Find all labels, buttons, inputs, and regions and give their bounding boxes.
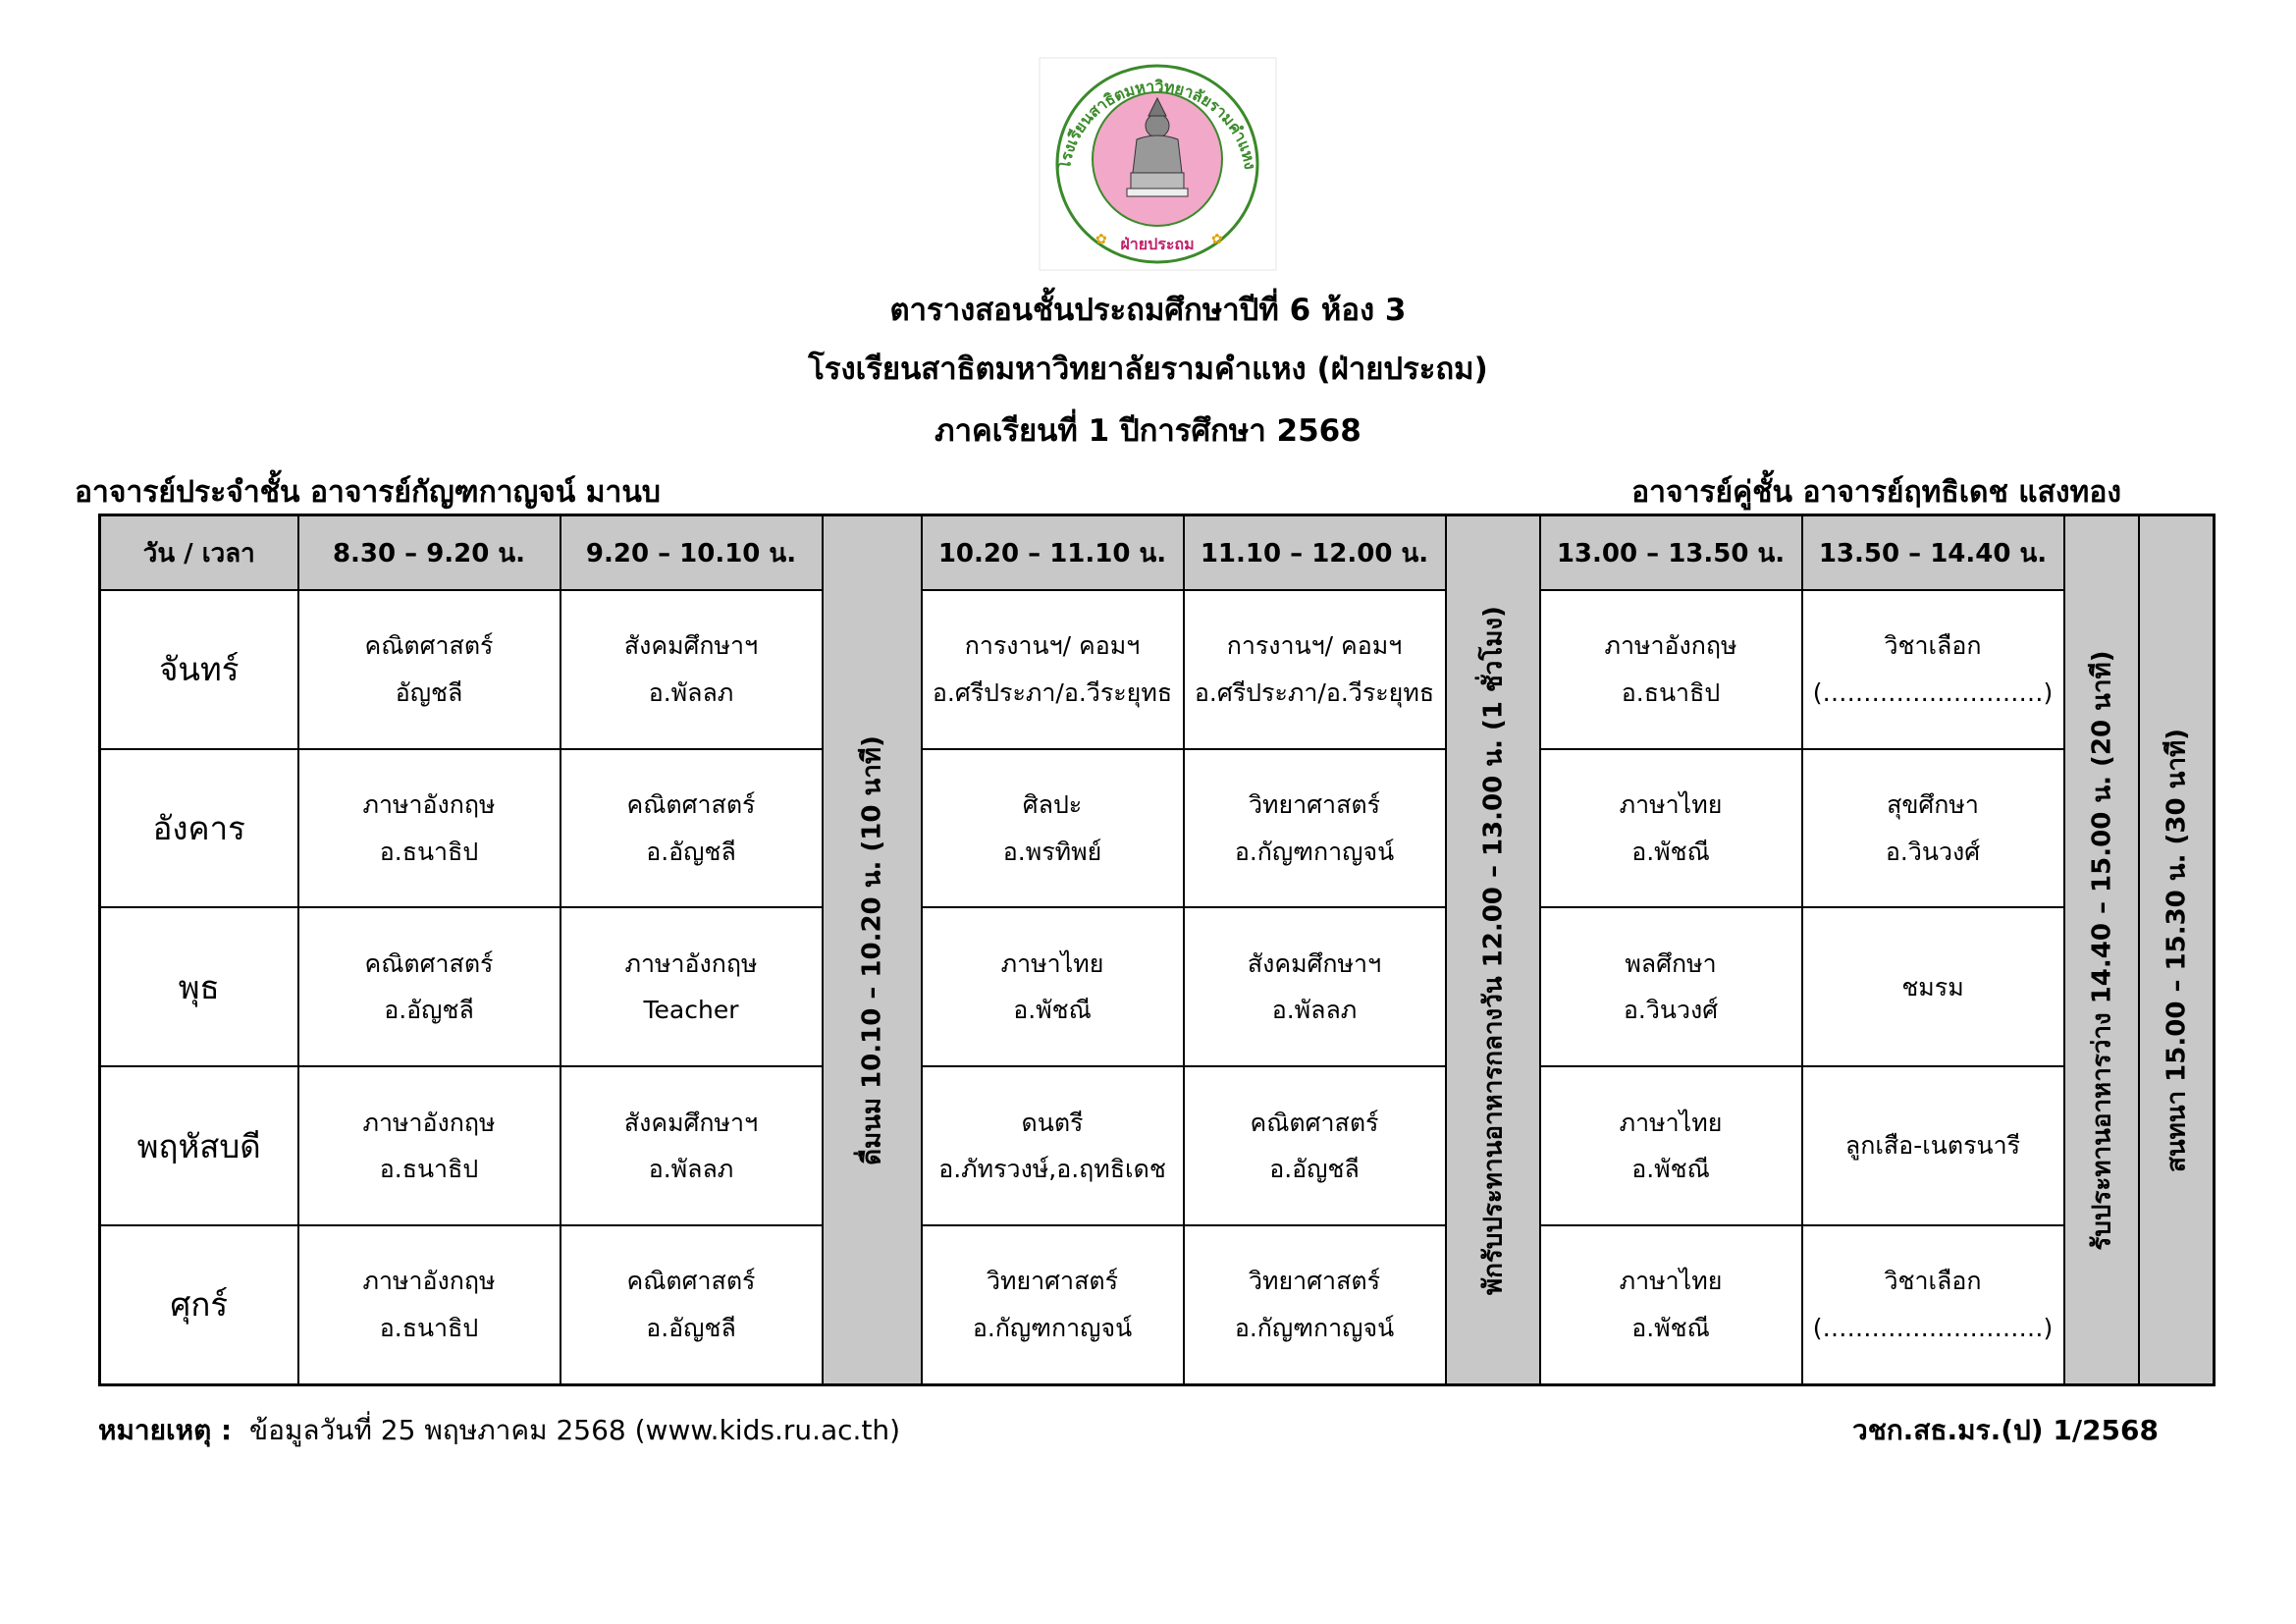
teacher: อ.พัลลภ	[648, 1155, 734, 1184]
class-cell	[298, 1066, 561, 1225]
teacher: Teacher	[643, 996, 739, 1025]
homeroom-teacher: อาจารย์ประจำชั้น อาจารย์กัญฑกาญจน์ มานบ	[75, 475, 661, 510]
subject: ภาษาไทย	[1619, 1267, 1723, 1296]
snack-break-column	[823, 515, 922, 1385]
logo-bottom-text: ฝ่ายประถม	[1120, 235, 1195, 253]
subject: สุขศึกษา	[1887, 790, 1979, 820]
class-cell	[1184, 1225, 1446, 1385]
subject: การงานฯ/ คอมฯ	[964, 631, 1141, 661]
teacher: อ.อัญชลี	[1269, 1155, 1360, 1184]
logo-ring-text: โรงเรียนสาธิตมหาวิทยาลัยรามคำแหง	[1054, 77, 1260, 171]
class-cell	[561, 907, 823, 1066]
class-cell	[1540, 1066, 1802, 1225]
subject: คณิตศาสตร์	[364, 631, 494, 661]
header-period-4: 11.10 – 12.00 น.	[1184, 515, 1446, 591]
day-label: พุธ	[100, 907, 298, 1066]
class-cell	[922, 590, 1184, 749]
subject: คณิตศาสตร์	[1250, 1108, 1379, 1137]
table-row	[100, 590, 2215, 749]
subject: ภาษาไทย	[1619, 1108, 1723, 1137]
homeroom-talk-label: สนทนา 15.00 – 15.30 น. (30 นาที)	[2162, 728, 2192, 1172]
teacher: อ.พัชณี	[1631, 837, 1710, 866]
class-cell	[298, 749, 561, 908]
teacher: อ.อัญชลี	[646, 837, 736, 866]
document-code: วชก.สธ.มร.(ป) 1/2568	[1851, 1414, 2159, 1446]
note-text: ข้อมูลวันที่ 25 พฤษภาคม 2568 (www.kids.ru.ac.th)	[249, 1414, 901, 1446]
subject: ศิลปะ	[1022, 790, 1083, 820]
school-logo	[1039, 57, 1277, 271]
subject: พลศึกษา	[1625, 948, 1717, 978]
day-label: อังคาร	[100, 749, 298, 908]
teacher: อัญชลี	[395, 677, 463, 707]
header-period-2: 9.20 – 10.10 น.	[561, 515, 823, 591]
subject: ภาษาอังกฤษ	[362, 790, 496, 820]
subject: วิชาเลือก	[1884, 631, 1982, 661]
teacher: อ.วินวงศ์	[1623, 996, 1719, 1025]
teacher: อ.ภัทรวงษ์,อ.ฤทธิเดช	[938, 1155, 1166, 1184]
subject: ภาษาไทย	[1619, 790, 1723, 820]
subject: วิทยาศาสตร์	[986, 1267, 1119, 1296]
subject: ภาษาอังกฤษ	[362, 1267, 496, 1296]
class-cell	[1540, 590, 1802, 749]
semester-line: ภาคเรียนที่ 1 ปีการศึกษา 2568	[934, 413, 1362, 449]
subject: วิทยาศาสตร์	[1248, 790, 1381, 820]
class-cell	[1184, 590, 1446, 749]
class-cell	[1540, 749, 1802, 908]
teacher: อ.พัลลภ	[1271, 996, 1358, 1025]
pair-teacher: อาจารย์คู่ชั้น อาจารย์ฤทธิเดช แสงทอง	[1631, 475, 2121, 510]
subject: สังคมศึกษาฯ	[1247, 948, 1382, 978]
class-cell	[922, 907, 1184, 1066]
class-cell	[922, 749, 1184, 908]
day-label: จันทร์	[100, 590, 298, 749]
class-cell	[298, 590, 561, 749]
subject: ชมรม	[1901, 972, 1964, 1001]
lunch-break-column	[1446, 515, 1540, 1385]
page-title: ตารางสอนชั้นประถมศึกษาปีที่ 6 ห้อง 3	[889, 293, 1407, 328]
subject: ภาษาอังกฤษ	[1604, 631, 1737, 661]
class-cell	[1540, 1225, 1802, 1385]
teacher: อ.อัญชลี	[384, 996, 474, 1025]
teacher: อ.กัญฑกาญจน์	[972, 1313, 1133, 1342]
class-cell	[298, 907, 561, 1066]
school-name: โรงเรียนสาธิตมหาวิทยาลัยรามคำแหง (ฝ่ายประถม)	[808, 352, 1488, 387]
day-label: พฤหัสบดี	[100, 1066, 298, 1225]
teacher: อ.ศรีประภา/อ.วีระยุทธ	[1194, 677, 1435, 707]
subject: สังคมศึกษาฯ	[623, 1108, 759, 1137]
class-cell	[922, 1066, 1184, 1225]
class-cell	[561, 749, 823, 908]
flower-icon: ✿	[1095, 232, 1107, 247]
afternoon-snack-column	[2064, 515, 2139, 1385]
afternoon-snack-label: รับประทานอาหารว่าง 14.40 – 15.00 น. (20 นาที)	[2087, 649, 2116, 1251]
header-day-time: วัน / เวลา	[100, 515, 298, 591]
header-period-1: 8.30 – 9.20 น.	[298, 515, 561, 591]
subject: คณิตศาสตร์	[626, 1267, 756, 1296]
table-row	[100, 907, 2215, 1066]
subject: ภาษาอังกฤษ	[624, 948, 758, 978]
teacher: อ.กัญฑกาญจน์	[1234, 1313, 1395, 1342]
subject: ภาษาอังกฤษ	[362, 1108, 496, 1137]
subject: ดนตรี	[1021, 1108, 1084, 1137]
teacher: อ.พัชณี	[1631, 1313, 1710, 1342]
homeroom-talk-column	[2139, 515, 2215, 1385]
subject: สังคมศึกษาฯ	[623, 631, 759, 661]
subject: การงานฯ/ คอมฯ	[1226, 631, 1403, 661]
class-cell	[1184, 1066, 1446, 1225]
teacher: อ.อัญชลี	[646, 1313, 736, 1342]
timetable	[98, 514, 2216, 1386]
class-cell	[1802, 590, 2064, 749]
teacher: (………………………)	[1812, 677, 2054, 707]
header-period-3: 10.20 – 11.10 น.	[922, 515, 1184, 591]
teacher: อ.ศรีประภา/อ.วีระยุทธ	[932, 677, 1173, 707]
class-cell	[1802, 1225, 2064, 1385]
subject: ภาษาไทย	[1000, 948, 1104, 978]
class-cell	[1802, 907, 2064, 1066]
class-cell	[1184, 749, 1446, 908]
subject: คณิตศาสตร์	[626, 790, 756, 820]
teacher: อ.ธนาธิป	[379, 1155, 479, 1184]
class-cell	[922, 1225, 1184, 1385]
lunch-break-label: พักรับประทานอาหารกลางวัน 12.00 – 13.00 น. (1 ชั่วโมง)	[1478, 605, 1508, 1295]
header-period-5: 13.00 – 13.50 น.	[1540, 515, 1802, 591]
teacher: อ.ธนาธิป	[379, 1313, 479, 1342]
teacher: อ.พัลลภ	[648, 677, 734, 707]
subject: วิชาเลือก	[1884, 1267, 1982, 1296]
teacher: อ.ธนาธิป	[379, 837, 479, 866]
teacher: (………………………)	[1812, 1313, 2054, 1342]
teacher: อ.ธนาธิป	[1621, 677, 1721, 707]
class-cell	[561, 1066, 823, 1225]
flower-icon: ✿	[1211, 232, 1223, 247]
class-cell	[561, 590, 823, 749]
header-row	[100, 515, 2215, 591]
teacher: อ.พรทิพย์	[1002, 837, 1102, 866]
subject: วิทยาศาสตร์	[1248, 1267, 1381, 1296]
teacher: อ.พัชณี	[1013, 996, 1092, 1025]
teacher: อ.กัญฑกาญจน์	[1234, 837, 1395, 866]
subject: คณิตศาสตร์	[364, 948, 494, 978]
class-cell	[298, 1225, 561, 1385]
teacher: อ.วินวงศ์	[1885, 837, 1981, 866]
table-row	[100, 1066, 2215, 1225]
class-cell	[1184, 907, 1446, 1066]
class-cell	[561, 1225, 823, 1385]
footer-note	[98, 1409, 900, 1452]
snack-break-label: ดื่มนม 10.10 – 10.20 น. (10 นาที)	[857, 734, 887, 1165]
subject: ลูกเสือ-เนตรนารี	[1844, 1131, 2021, 1161]
note-label: หมายเหตุ :	[98, 1414, 233, 1446]
header-period-6: 13.50 – 14.40 น.	[1802, 515, 2064, 591]
day-label: ศุกร์	[100, 1225, 298, 1385]
class-cell	[1802, 1066, 2064, 1225]
table-row	[100, 1225, 2215, 1385]
class-cell	[1540, 907, 1802, 1066]
class-cell	[1802, 749, 2064, 908]
teacher: อ.พัชณี	[1631, 1155, 1710, 1184]
table-row	[100, 749, 2215, 908]
